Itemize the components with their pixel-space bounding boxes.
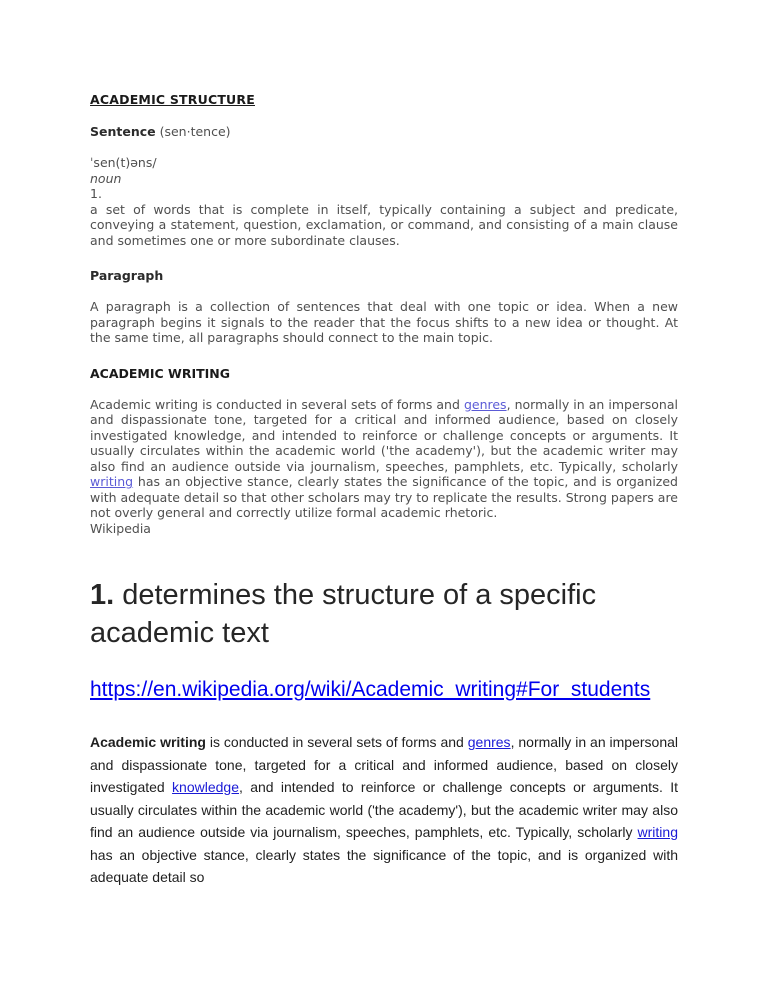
paragraph-definition-text: A paragraph is a collection of sentences that deal with one topic or idea. When a new paragraph begins it signals to the reader that the focus shifts to a new idea or thought. At the same time, all paragraphs should connect to the main topic.: [90, 299, 678, 345]
academic-writing-paragraph: [90, 397, 678, 521]
wikipedia-attribution: Wikipedia: [90, 520, 151, 536]
paragraph-heading: Paragraph: [90, 268, 164, 283]
inline-link[interactable]: genres: [463, 396, 507, 412]
phonetic-spelling: ˈsen(t)əns/: [90, 155, 157, 170]
inline-link[interactable]: knowledge: [172, 779, 239, 795]
dictionary-entry-block: [90, 155, 678, 248]
inline-link[interactable]: writing: [90, 474, 134, 489]
question-heading: [90, 576, 678, 652]
sense-number: 1.: [90, 186, 102, 201]
text-segment: , normally in an impersonal and dispassionate tone, targeted for a critical and informed audience, based on closely investigated: [90, 734, 679, 795]
bottom-academic-writing-paragraph: [90, 731, 678, 889]
section-title-academic-structure: ACADEMIC STRUCTURE: [90, 92, 255, 107]
definition-text: a set of words that is complete in itself, typically containing a subject and predicate, conveying a statement, question, exclamation, or command, and consisting of a main clause and sometimes one or more subordinate clauses.: [90, 201, 678, 248]
inline-link[interactable]: writing: [637, 824, 678, 840]
text-segment: determines the structure of a specific academic text: [90, 579, 597, 649]
text-segment: 1.: [90, 579, 115, 611]
text-segment: , normally in an impersonal and dispassionate tone, targeted for a critical and informed audience, based on closely investigated knowledge, and intended to reinforce or challenge concepts or arguments. It usually circulates within the academic world ('the academy'), but the academic writer may also find an audience outside via journalism, speeches, pamphlets, etc. Typically, scholarly: [90, 396, 678, 474]
academic-writing-heading: ACADEMIC WRITING: [90, 365, 231, 381]
text-segment: Academic writing: [90, 734, 206, 750]
text-segment: has an objective stance, clearly states the significance of the topic, and is organized with adequate detail so: [90, 846, 678, 885]
text-segment: , and intended to reinforce or challenge concepts or arguments. It usually circulates within the academic world ('the academy'), but the academic writer may also find an audience outside via journalism, speeches, pamphlets, etc. Typically, scholarly: [90, 779, 679, 840]
part-of-speech: noun: [90, 170, 122, 186]
inline-link[interactable]: genres: [467, 734, 511, 750]
text-segment: is conducted in several sets of forms and: [205, 734, 468, 750]
text-segment: Academic writing is conducted in several sets of forms and: [90, 396, 464, 412]
term-line: [90, 124, 678, 139]
text-segment: has an objective stance, clearly states the significance of the topic, and is organized with adequate detail so that other scholars may try to replicate the results. Strong papers are not overly general and correctly utilize formal academic rhetoric.: [90, 474, 678, 520]
answer-url-link[interactable]: https://en.wikipedia.org/wiki/Academic_writing#For_students: [90, 678, 651, 701]
term-pronunciation: (sen·tence): [155, 124, 231, 139]
term-word: Sentence: [90, 124, 156, 139]
